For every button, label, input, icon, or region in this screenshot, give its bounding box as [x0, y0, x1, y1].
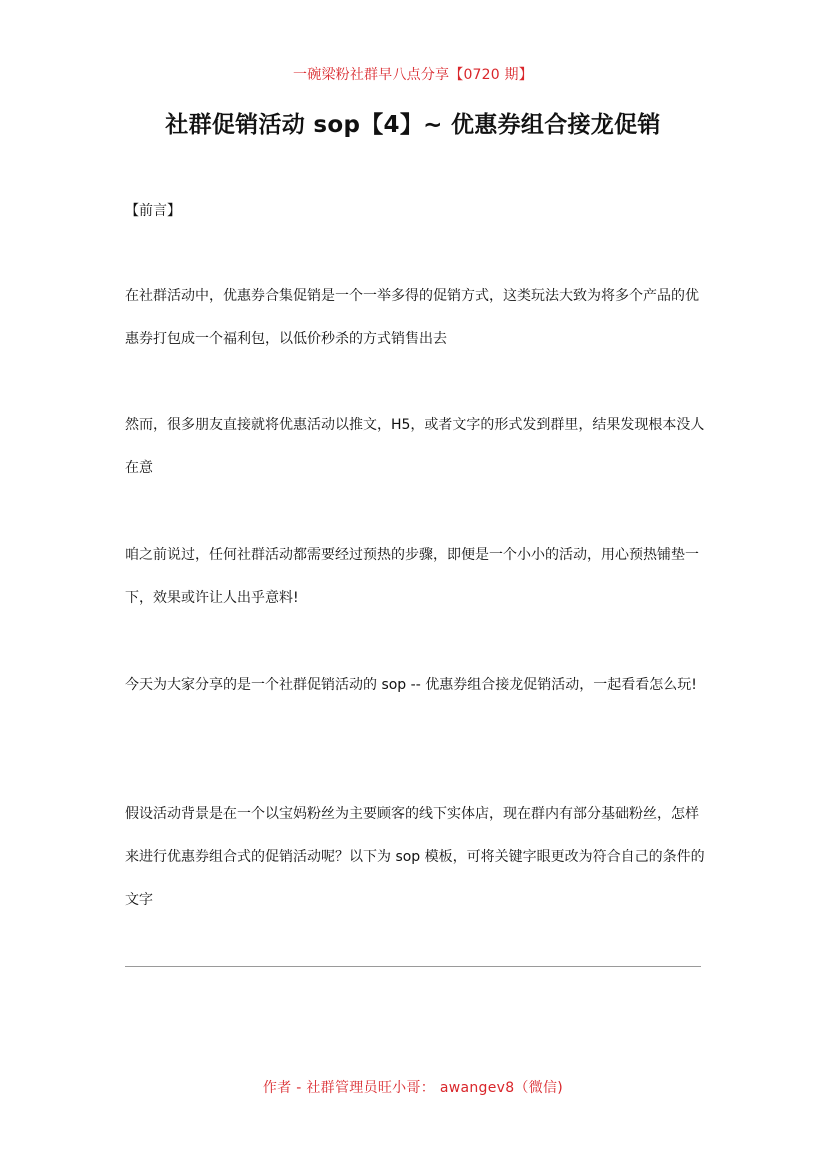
preface-label: 【前言】 [125, 203, 181, 219]
paragraph-problem: 然而，很多朋友直接就将优惠活动以推文，H5，或者文字的形式发到群里，结果发现根本没人在意 [125, 417, 705, 476]
paragraph-background: 假设活动背景是在一个以宝妈粉丝为主要顾客的线下实体店，现在群内有部分基础粉丝，怎样来进行优惠券组合式的促销活动呢？以下为 sop 模板，可将关键字眼更改为符合自己的条件的文字 [125, 806, 705, 908]
paragraph-warmup: 咱之前说过，任何社群活动都需要经过预热的步骤，即便是一个小小的活动，用心预热铺垫一下，效果或许让人出乎意料! [125, 547, 699, 606]
author-footer: 作者 - 社群管理员旺小哥： awangev8（微信) [262, 1080, 564, 1096]
paragraph-today: 今天为大家分享的是一个社群促销活动的 sop -- 优惠券组合接龙促销活动，一起看看怎么玩! [125, 677, 697, 693]
series-header: 一碗梁粉社群早八点分享【0720 期】 [293, 67, 533, 83]
section-divider [125, 966, 701, 967]
paragraph-intro: 在社群活动中，优惠券合集促销是一个一举多得的促销方式，这类玩法大致为将多个产品的优惠券打包成一个福利包，以低价秒杀的方式销售出去 [125, 288, 699, 347]
document-title: 社群促销活动 sop【4】~ 优惠券组合接龙促销 [165, 112, 661, 138]
